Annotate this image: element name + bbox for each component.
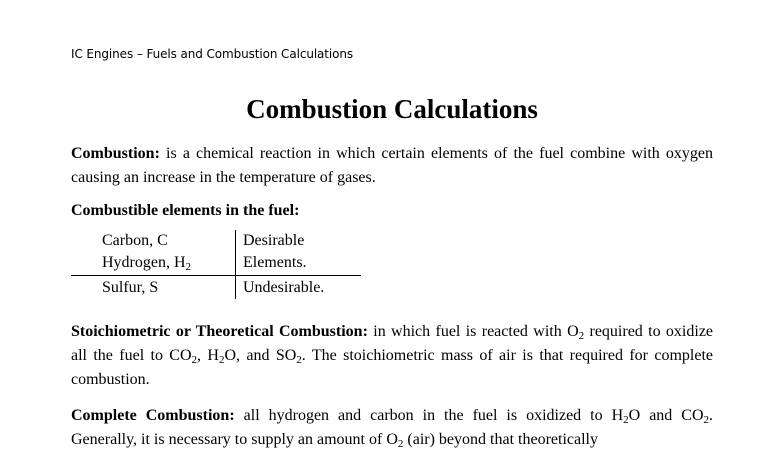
complete-combustion-term: Complete Combustion: [71,407,235,424]
complete-combustion-paragraph: Complete Combustion: all hydrogen and carbon in the fuel is oxidized to $H_2O$ and $CO_2$. Generally, it is necessary to supply an amount of $O_2$ (air) beyond that theoretically [71,407,714,450]
table-divider-horizontal [71,275,361,276]
combustion-definition [71,142,713,190]
table-divider-vertical-bottom [235,276,236,299]
page-title: Combustion Calculations [246,94,538,124]
combustion-term: Combustion: [71,145,160,162]
table-divider-vertical-top [235,230,236,275]
table-cell-carbon: Carbon, C [102,232,168,249]
table-cell-undesirable: Undesirable. [243,279,325,296]
stoichiometric-term: Stoichiometric or Theoretical Combustion: [71,323,368,340]
table-cell-desirable: Desirable [243,232,305,249]
table-cell-elements: Elements. [243,254,307,271]
table-cell-sulfur: Sulfur, S [102,279,159,296]
combustion-text: is a chemical reaction in which certain elements of the fuel combine with oxygen causing an increase in the temperature of gases. [71,145,713,186]
stoichiometric-paragraph: Stoichiometric or Theoretical Combustion: in which fuel is reacted with $O_2$ required to oxidize all the fuel to $CO_2$, $H_2O$, and $SO_2$. The stoichiometric mass of air is that required for complete combustion. [71,323,714,388]
combustible-elements-heading: Combustible elements in the fuel: [71,202,300,219]
running-header: IC Engines – Fuels and Combustion Calculations [71,47,354,61]
table-cell-hydrogen: Hydrogen, $H_2$ [102,254,192,273]
